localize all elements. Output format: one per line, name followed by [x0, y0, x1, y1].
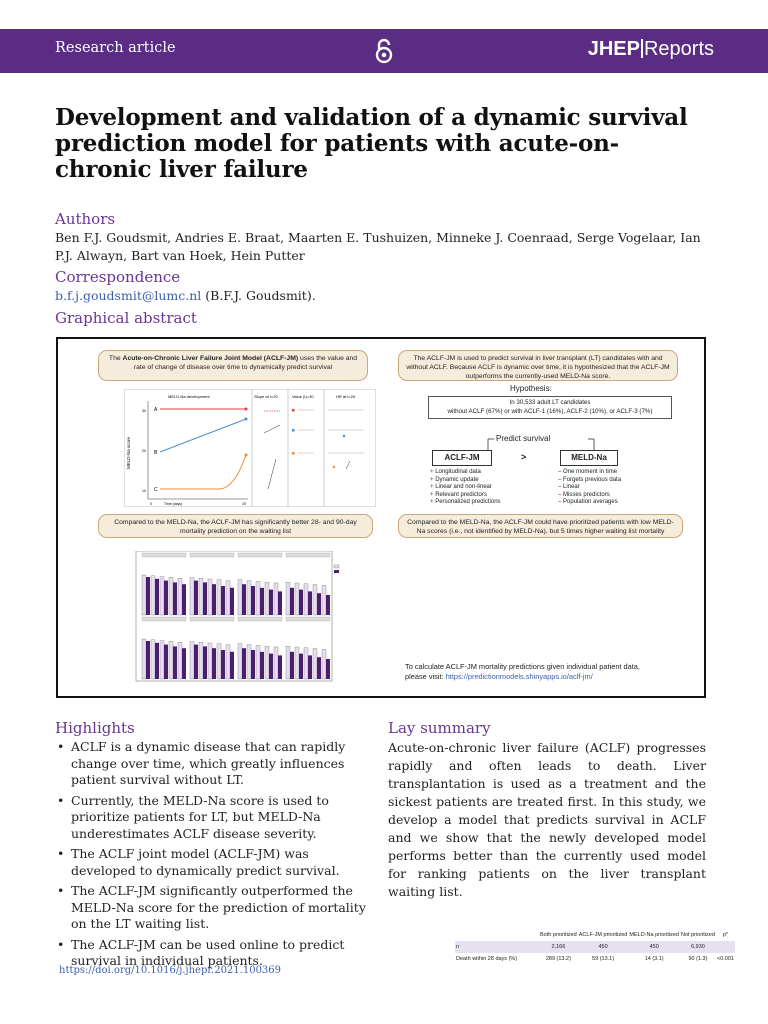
- ga-bar-light: [265, 646, 269, 679]
- ga-bar-light: [190, 641, 194, 679]
- correspondence-name: (B.F.J. Goudsmit).: [201, 288, 316, 303]
- ga-bar-dark: [155, 643, 159, 679]
- ga-predict-survival-label: Predict survival: [496, 434, 551, 443]
- ga-bar-dark: [194, 645, 198, 679]
- ga-bar-light: [199, 578, 203, 615]
- ga-hypothesis-title: Hypothesis:: [510, 384, 552, 393]
- ga-pro-item: [430, 499, 501, 507]
- ga-ytick-20: 20: [142, 449, 146, 453]
- highlight-item: • The ACLF joint model (ACLF-JM) was developed to dynamically predict survival.: [55, 846, 375, 879]
- ga-ytick-30: 30: [142, 409, 146, 413]
- minus-icon: –: [558, 484, 562, 490]
- ga-bar-dark: [278, 655, 282, 679]
- highlight-item: • The ACLF-JM can be used online to predict survival in individual patients.: [55, 937, 375, 970]
- ga-bar-light: [199, 642, 203, 679]
- ga-aclf-jm-box: ACLF-JM: [432, 450, 492, 466]
- ga-bar-light: [151, 576, 155, 615]
- table-header-row: [455, 930, 735, 941]
- ga-bar-light: [160, 641, 164, 679]
- ga-calculator-link[interactable]: https://predictionmodels.shinyapps.io/aclf-jm/: [445, 671, 593, 681]
- ga-pro-label: Personalized predictions: [435, 499, 501, 505]
- ga-con-item: [558, 492, 610, 500]
- plus-icon: +: [430, 484, 434, 490]
- ga-con-label: Linear: [563, 484, 580, 490]
- ga-bar-light: [313, 649, 317, 679]
- ga-bar-light: [169, 641, 173, 679]
- ga-con-item: [558, 484, 580, 492]
- ga-joint-model-pill: [98, 350, 368, 381]
- ga-label-C: C: [154, 487, 158, 493]
- ga-label-B: B: [154, 450, 158, 456]
- ga-bar-light: [142, 639, 146, 679]
- ga-bar-light: [265, 582, 269, 615]
- ga-bar-dark: [212, 648, 216, 679]
- ga-label-A: A: [154, 407, 158, 413]
- authors-list: Ben F.J. Goudsmit, Andries E. Braat, Maarten E. Tushuizen, Minneke J. Coenraad, Serge Vogelaar, Ian P.J. Alwayn, Bart van Hoek, Hein Putter: [55, 230, 701, 263]
- ga-bar-dark: [146, 641, 150, 679]
- ga-hypothesis-line1: In 30,533 adult LT candidates: [509, 399, 591, 406]
- highlight-item: • ACLF is a dynamic disease that can rapidly change over time, which greatly influences patient survival without LT.: [55, 739, 375, 789]
- ga-pro-label: Longitudinal data: [435, 469, 481, 475]
- ga-mini-ylabel: MELD-Na score: [126, 436, 131, 469]
- ga-con-item: [558, 477, 621, 485]
- ga-bar-light: [190, 577, 194, 615]
- ga-pro-label: Linear and non-linear: [435, 484, 492, 490]
- lay-summary-heading: Lay summary: [388, 719, 491, 737]
- doi-link[interactable]: https://doi.org/10.1016/j.jhepr.2021.100369: [59, 965, 282, 976]
- table-cell: 6,930: [680, 941, 716, 953]
- ga-bar-light: [178, 578, 182, 615]
- table-header-cell: Both prioritized: [540, 932, 577, 938]
- ga-bar-dark: [290, 588, 294, 615]
- ga-bar-dark: [242, 584, 246, 615]
- ga-mini-xlabel: Time (days): [164, 502, 183, 506]
- ga-xtick-20: 20: [242, 502, 246, 506]
- ga-meld-na-box: MELD-Na: [560, 450, 618, 466]
- correspondence-line: [55, 287, 715, 305]
- ga-pro-label: Dynamic update: [435, 476, 479, 483]
- ga-hypothesis-line2: without ACLF (67%) or with ACLF-1 (16%), ACLF-2 (10%), or ACLF-3 (7%): [447, 408, 653, 415]
- ga-calculator-note: [405, 662, 655, 681]
- table-row: [455, 953, 735, 965]
- ga-bar-dark: [269, 590, 273, 615]
- ga-bar-light: [247, 581, 251, 615]
- ga-bar-dark: [326, 595, 330, 615]
- minus-icon: –: [558, 476, 562, 483]
- ga-bar-dark: [260, 588, 264, 615]
- correspondence-heading: Correspondence: [55, 268, 181, 286]
- ga-bar-dark: [203, 646, 207, 679]
- authors-heading: Authors: [55, 210, 116, 228]
- ga-pill1-bold: Acute-on-Chronic Liver Failure Joint Model (ACLF-JM): [122, 355, 299, 362]
- ga-mortality-prediction-pill: Compared to the MELD-Na, the ACLF-JM has significantly better 28- and 90-day mortality prediction on the waiting list: [98, 514, 373, 538]
- table-header-cell: ACLF-JM prioritized: [578, 932, 628, 938]
- ga-panel-title-1: MELD-Na development: [168, 394, 210, 399]
- ga-predict-arrows: [458, 423, 618, 453]
- correspondence-email-link[interactable]: b.f.j.goudsmit@lumc.nl: [55, 288, 202, 303]
- table-cell: 14 (3.1): [644, 956, 664, 962]
- table-cell: <0.001: [716, 956, 734, 962]
- ga-bar-dark: [317, 657, 321, 679]
- article-type-label: Research article: [55, 40, 176, 56]
- ga-bar-light: [226, 581, 230, 615]
- ga-bar-dark: [269, 654, 273, 679]
- ga-bar-light: [238, 580, 242, 615]
- article-title: Development and validation of a dynamic survival prediction model for patients with acute-on-chronic liver failure: [55, 104, 688, 183]
- ga-con-label: One moment in time: [563, 469, 618, 475]
- ga-bar-dark: [230, 588, 234, 615]
- ga-bar-light: [208, 643, 212, 679]
- ga-bar-light: [322, 585, 326, 615]
- journal-logo: [588, 38, 714, 61]
- ga-bar-dark: [299, 654, 303, 679]
- table-cell: 450: [628, 941, 680, 953]
- plus-icon: +: [430, 499, 434, 505]
- table-header-cell: MELD-Na prioritized: [629, 932, 679, 938]
- ga-bar-dark: [146, 577, 150, 615]
- ga-bar-dark: [173, 582, 177, 615]
- table-header-cell: Not prioritized: [680, 932, 715, 938]
- ga-pro-label: Relevant predictors: [435, 491, 487, 498]
- ga-bar-light: [313, 585, 317, 615]
- ga-bar-dark: [278, 591, 282, 615]
- ga-bar-dark: [212, 584, 216, 615]
- ga-meld-development-figure: [124, 389, 376, 507]
- plus-icon: +: [430, 491, 434, 498]
- table-cell: 450: [578, 941, 629, 953]
- ga-pill1-post: uses the value and rate of change of disease over time to dynamically predict survival: [133, 355, 358, 371]
- journal-logo-light: Reports: [643, 38, 714, 60]
- ga-con-label: Misses predictors: [563, 491, 610, 498]
- ga-bar-dark: [251, 650, 255, 679]
- ga-prioritization-table: [455, 930, 735, 965]
- ga-bar-dark: [299, 590, 303, 615]
- table-cell: 2,166: [539, 941, 578, 953]
- ga-bar-light: [256, 581, 260, 615]
- ga-bar-dark: [317, 593, 321, 615]
- ga-comparator: >: [521, 452, 527, 462]
- graphical-abstract-heading: Graphical abstract: [55, 309, 197, 327]
- ga-bar-dark: [308, 655, 312, 679]
- highlights-list: [55, 739, 375, 974]
- ga-bar-dark: [182, 584, 186, 615]
- ga-calculator-text: To calculate ACLF-JM mortality predictions given individual patient data, please visit:: [405, 662, 640, 681]
- ga-bar-light: [178, 642, 182, 679]
- ga-bar-light: [286, 582, 290, 615]
- ga-bar-dark: [182, 648, 186, 679]
- ga-bar-dark: [326, 659, 330, 679]
- highlights-heading: Highlights: [55, 719, 135, 737]
- ga-bar-dark: [308, 591, 312, 615]
- ga-con-label: Forgets previous data: [563, 476, 622, 483]
- ga-bar-dark: [260, 652, 264, 679]
- ga-con-item: [558, 499, 618, 507]
- ga-pill1-pre: The: [108, 355, 123, 362]
- ga-bar-light: [160, 577, 164, 615]
- ga-bar-dark: [203, 582, 207, 615]
- ga-bar-light: [295, 583, 299, 615]
- ga-bar-light: [151, 640, 155, 679]
- ga-bar-dark: [164, 581, 168, 615]
- ga-con-item: [558, 469, 617, 477]
- ga-pro-item: [430, 492, 487, 500]
- ga-bar-light: [169, 577, 173, 615]
- ga-panel-title-2: Slope at t=20: [254, 394, 278, 399]
- ga-xtick-0: 0: [150, 502, 152, 506]
- ga-panel-title-3: Value (t)=30: [292, 394, 314, 399]
- plus-icon: +: [430, 476, 434, 483]
- journal-logo-bold: JHEP: [587, 38, 640, 60]
- ga-bar-light: [304, 584, 308, 615]
- ga-bar-dark: [221, 586, 225, 615]
- minus-icon: –: [558, 469, 562, 475]
- ga-bar-dark: [194, 581, 198, 615]
- ga-pro-item: [430, 484, 492, 492]
- ga-pro-item: [430, 469, 481, 477]
- open-access-icon: [373, 37, 395, 65]
- ga-pro-item: [430, 477, 479, 485]
- highlight-item: • Currently, the MELD-Na score is used to prioritize patients for LT, but MELD-Na underestimates ACLF disease severity.: [55, 793, 375, 843]
- ga-bar-dark: [251, 586, 255, 615]
- ga-bar-light: [286, 646, 290, 679]
- minus-icon: –: [558, 491, 562, 498]
- ga-bar-light: [217, 580, 221, 615]
- ga-bar-light: [238, 644, 242, 679]
- lay-summary-text: Acute-on-chronic liver failure (ACLF) progresses rapidly and often leads to death. Liver transplantation is used as a treatment and the sickest patients are treated first. In this study, we develop a model that predicts survival in ACLF and we show that the newly developed model performs better than the currently used model for ranking patients on the liver transplant waiting list.: [388, 740, 706, 899]
- ga-bar-light: [295, 647, 299, 679]
- ga-bar-dark: [155, 579, 159, 615]
- ga-bar-light: [322, 649, 326, 679]
- table-header-cell: p*: [722, 932, 729, 938]
- journal-header-bar: [0, 29, 768, 73]
- ga-bar-chart-figure: [126, 551, 366, 691]
- table-cell: Death within 28 days (%): [456, 956, 518, 962]
- table-cell: 289 (13.2): [545, 956, 571, 962]
- highlight-item: • The ACLF-JM significantly outperformed the MELD-Na score for the prediction of mortality on the LT waiting list.: [55, 883, 375, 933]
- ga-bar-dark: [290, 652, 294, 679]
- ga-bar-light: [226, 645, 230, 679]
- table-row: [455, 941, 735, 953]
- ga-hypothesis-box: [428, 396, 672, 419]
- ga-bar-light: [217, 644, 221, 679]
- minus-icon: –: [558, 499, 562, 505]
- table-header-cell: [455, 930, 539, 941]
- table-cell: 90 (1.3): [688, 956, 708, 962]
- ga-prioritization-pill: Compared to the MELD-Na, the ACLF-JM could have prioritized patients with low MELD-Na scores (i.e., not identified by MELD-Na), but 5 times higher waiting list mortality: [398, 514, 683, 538]
- ga-bar-light: [304, 648, 308, 679]
- ga-bar-dark: [242, 648, 246, 679]
- table-cell: 59 (13.1): [592, 956, 615, 962]
- ga-bar-dark: [230, 652, 234, 679]
- ga-bar-light: [256, 645, 260, 679]
- ga-bar-dark: [164, 645, 168, 679]
- ga-bar-light: [142, 575, 146, 615]
- table-cell: [716, 941, 735, 953]
- ga-panel-title-4: HR at t=20: [336, 394, 356, 399]
- ga-hypothesis-intro-pill: The ACLF-JM is used to predict survival in liver transplant (LT) candidates with and without ACLF. Because ACLF is dynamic over time, it is hypothesized that the ACLF-JM outperforms the currently-used MELD-Na score.: [398, 350, 678, 381]
- ga-bar-dark: [221, 650, 225, 679]
- ga-bar-light: [274, 583, 278, 615]
- ga-bar-light: [208, 579, 212, 615]
- ga-bar-dark: [173, 646, 177, 679]
- ga-con-label: Population averages: [563, 499, 618, 505]
- table-cell: n: [455, 941, 539, 953]
- plus-icon: +: [430, 469, 434, 475]
- ga-ytick-10: 10: [142, 489, 146, 493]
- ga-bar-light: [274, 647, 278, 679]
- ga-bar-light: [247, 645, 251, 679]
